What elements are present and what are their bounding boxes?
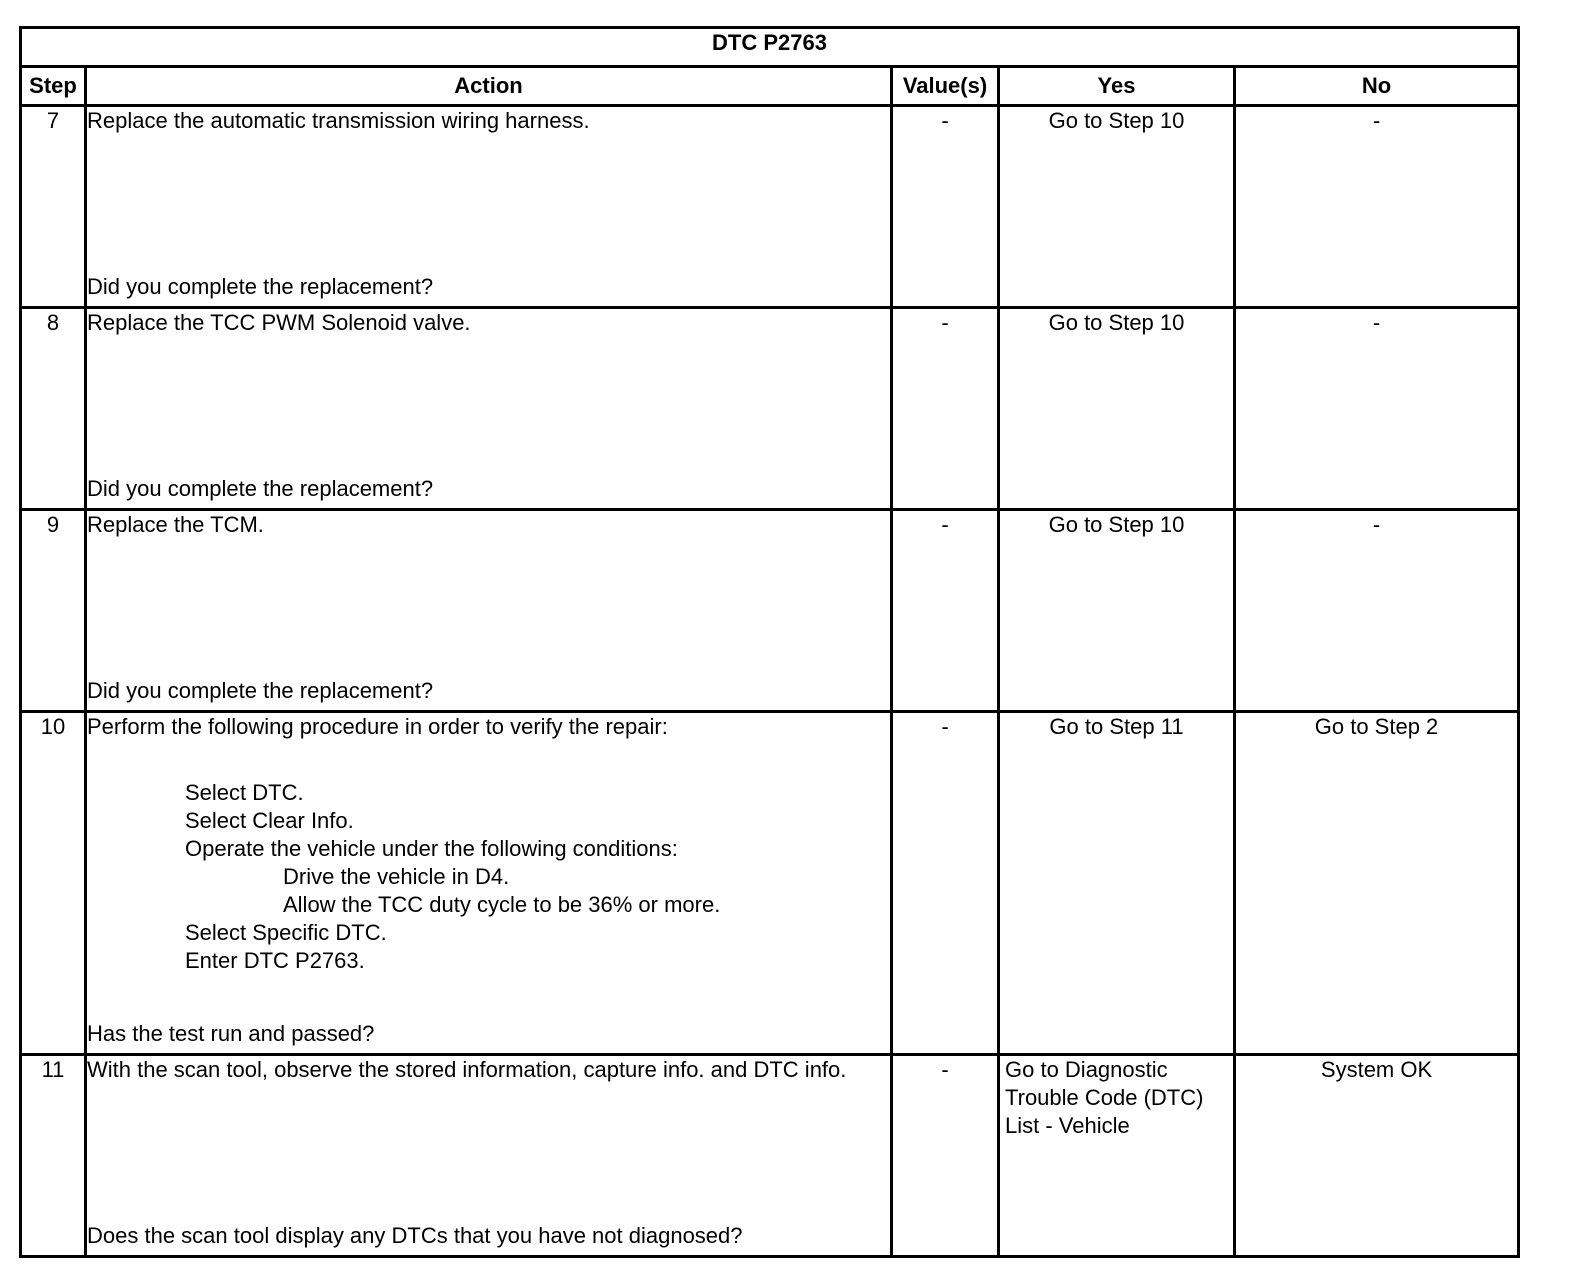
yes-cell: Go to Step 11 <box>999 712 1235 1055</box>
action-question: Does the scan tool display any DTCs that you have not diagnosed? <box>87 1223 743 1248</box>
yes-cell: Go to Step 10 <box>999 308 1235 510</box>
yes-line: List - Vehicle <box>1005 1113 1130 1138</box>
header-action: Action <box>86 67 892 106</box>
action-instruction: Replace the automatic transmission wiring harness. <box>87 108 590 133</box>
table-row <box>21 1055 1519 1257</box>
header-values: Value(s) <box>892 67 999 106</box>
value-cell: - <box>892 308 999 510</box>
step-number: 9 <box>21 510 86 712</box>
header-no: No <box>1235 67 1519 106</box>
action-instruction: Replace the TCM. <box>87 512 264 537</box>
procedure-substep: Drive the vehicle in D4. <box>283 864 510 889</box>
header-yes: Yes <box>999 67 1235 106</box>
step-number: 11 <box>21 1055 86 1257</box>
step-number: 10 <box>21 712 86 1055</box>
yes-line: Go to Diagnostic <box>1005 1057 1168 1082</box>
header-step: Step <box>21 67 86 106</box>
table-row <box>21 510 1519 712</box>
table-row <box>21 308 1519 510</box>
no-cell: - <box>1235 308 1519 510</box>
action-cell <box>86 106 892 308</box>
action-instruction: Replace the TCC PWM Solenoid valve. <box>87 310 471 335</box>
action-question: Did you complete the replacement? <box>87 678 434 703</box>
value-cell: - <box>892 712 999 1055</box>
no-cell: Go to Step 2 <box>1235 712 1519 1055</box>
procedure-step: Select Clear Info. <box>185 808 354 833</box>
procedure-step: Enter DTC P2763. <box>185 948 365 973</box>
action-cell <box>86 510 892 712</box>
procedure-substep: Allow the TCC duty cycle to be 36% or more. <box>283 892 721 917</box>
yes-cell: Go to Step 10 <box>999 106 1235 308</box>
action-cell <box>86 712 892 1055</box>
no-cell: - <box>1235 106 1519 308</box>
yes-line: Trouble Code (DTC) <box>1005 1085 1204 1110</box>
table-row <box>21 712 1519 1055</box>
value-cell: - <box>892 510 999 712</box>
no-cell: - <box>1235 510 1519 712</box>
action-question: Did you complete the replacement? <box>87 274 434 299</box>
procedure-step: Select DTC. <box>185 780 304 805</box>
table-row <box>21 106 1519 308</box>
value-cell: - <box>892 1055 999 1257</box>
action-question: Has the test run and passed? <box>87 1021 375 1046</box>
step-number: 7 <box>21 106 86 308</box>
yes-cell: Go to Step 10 <box>999 510 1235 712</box>
action-instruction: With the scan tool, observe the stored information, capture info. and DTC info. <box>87 1057 847 1082</box>
action-cell <box>86 308 892 510</box>
procedure-list <box>87 779 890 975</box>
yes-cell <box>999 1055 1235 1257</box>
header-row <box>21 67 1519 106</box>
action-cell <box>86 1055 892 1257</box>
table-title: DTC P2763 <box>21 28 1519 67</box>
dtc-table <box>19 26 1520 1258</box>
no-cell: System OK <box>1235 1055 1519 1257</box>
action-instruction: Perform the following procedure in order to verify the repair: <box>87 714 668 739</box>
procedure-step: Operate the vehicle under the following conditions: <box>185 836 678 861</box>
action-question: Did you complete the replacement? <box>87 476 434 501</box>
step-number: 8 <box>21 308 86 510</box>
procedure-step: Select Specific DTC. <box>185 920 387 945</box>
value-cell: - <box>892 106 999 308</box>
